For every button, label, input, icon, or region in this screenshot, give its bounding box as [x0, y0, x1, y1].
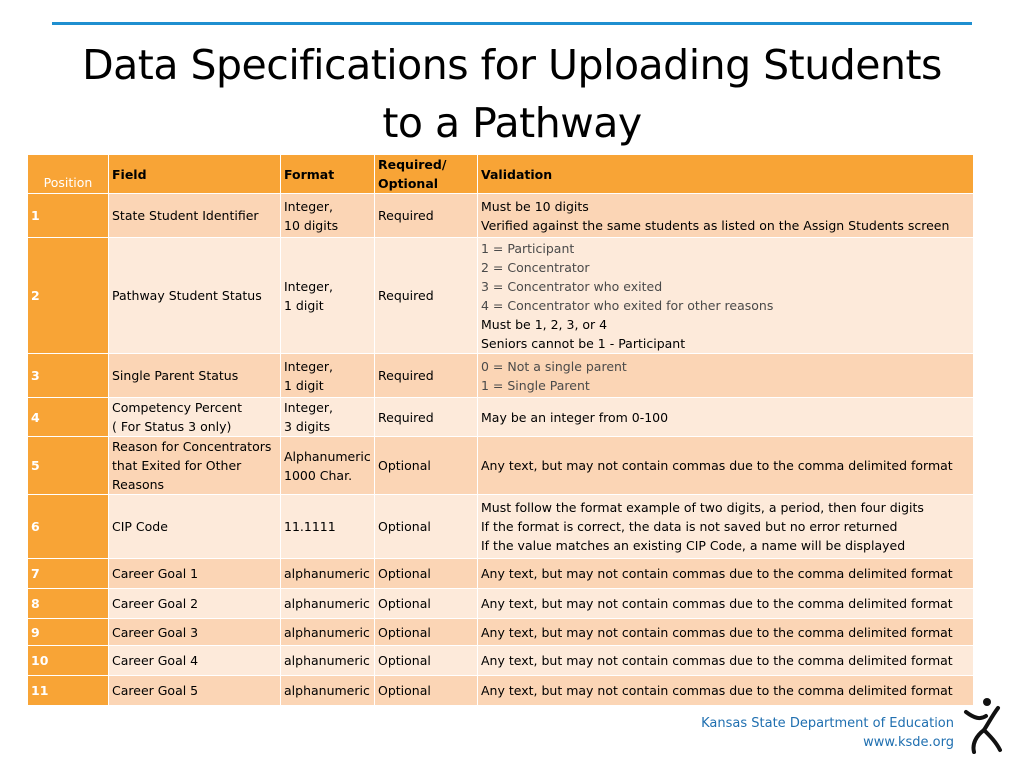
- cell-field: [109, 238, 281, 354]
- header-position: Position: [28, 155, 109, 194]
- cell-line: Must be 10 digits: [481, 198, 589, 214]
- cell-field: [109, 619, 281, 646]
- cell-line: Integer,: [284, 358, 333, 374]
- slide-title: [40, 36, 984, 152]
- cell-required: Optional: [375, 559, 478, 589]
- cell-format: [281, 398, 375, 437]
- cell-validation: [478, 437, 974, 495]
- table-row: [28, 354, 974, 398]
- cell-required: Optional: [375, 646, 478, 676]
- cell-line: Career Goal 2: [112, 596, 199, 611]
- cell-line: 3 digits: [284, 419, 331, 434]
- cell-validation: [478, 619, 974, 646]
- footer-org: Kansas State Department of Education: [701, 716, 954, 731]
- cell-line: Integer,: [284, 198, 333, 214]
- cell-line: Single Parent Status: [112, 368, 239, 383]
- cell-validation: [478, 238, 974, 354]
- header-field: Field: [109, 155, 281, 194]
- cell-required: Required: [375, 354, 478, 398]
- cell-required: Optional: [375, 437, 478, 495]
- header-validation: Validation: [478, 155, 974, 194]
- cell-field: [109, 676, 281, 706]
- cell-position: 3: [28, 354, 109, 398]
- cell-line: Any text, but may not contain commas due to the comma delimited format: [481, 596, 953, 611]
- cell-line: Verified against the same students as listed on the Assign Students screen: [481, 217, 950, 233]
- cell-format: [281, 646, 375, 676]
- table-row: [28, 676, 974, 706]
- cell-format: [281, 589, 375, 619]
- table-row: [28, 238, 974, 354]
- cell-field: [109, 589, 281, 619]
- cell-line: 10 digits: [284, 217, 339, 233]
- cell-line: If the value matches an existing CIP Code, a name will be displayed: [481, 538, 906, 553]
- cell-line: If the format is correct, the data is not saved but no error returned: [481, 519, 898, 534]
- cell-line: alphanumeric: [284, 566, 370, 581]
- cell-position: 6: [28, 495, 109, 559]
- cell-line: Career Goal 3: [112, 624, 199, 640]
- cell-line: Integer,: [284, 400, 333, 415]
- cell-line: 1 digit: [284, 377, 324, 393]
- cell-required: Required: [375, 398, 478, 437]
- header-required-optional: [375, 155, 478, 194]
- cell-validation: [478, 559, 974, 589]
- cell-validation: [478, 398, 974, 437]
- cell-format: [281, 676, 375, 706]
- cell-line: 2 = Concentrator: [481, 259, 590, 275]
- cell-line: Career Goal 4: [112, 653, 199, 668]
- cell-line: alphanumeric: [284, 596, 370, 611]
- cell-position: 10: [28, 646, 109, 676]
- cell-line: Any text, but may not contain commas due to the comma delimited format: [481, 624, 953, 640]
- cell-position: 4: [28, 398, 109, 437]
- title-top-rule: [52, 22, 972, 25]
- cell-field: [109, 646, 281, 676]
- cell-format: [281, 559, 375, 589]
- table-row: [28, 398, 974, 437]
- cell-line: Must follow the format example of two digits, a period, then four digits: [481, 500, 924, 515]
- cell-line: 1 = Participant: [481, 240, 575, 256]
- cell-format: [281, 354, 375, 398]
- cell-line: 1000 Char.: [284, 467, 353, 483]
- cell-field: [109, 398, 281, 437]
- cell-line: Career Goal 1: [112, 566, 199, 581]
- cell-field: [109, 559, 281, 589]
- cell-required: Optional: [375, 589, 478, 619]
- footer-url[interactable]: www.ksde.org: [863, 735, 954, 750]
- cell-line: that Exited for Other: [112, 458, 242, 473]
- cell-field: [109, 354, 281, 398]
- cell-validation: [478, 194, 974, 238]
- cell-format: [281, 495, 375, 559]
- cell-validation: [478, 676, 974, 706]
- cell-position: 8: [28, 589, 109, 619]
- cell-line: Alphanumeric: [284, 448, 371, 464]
- cell-required: Optional: [375, 619, 478, 646]
- cell-line: Pathway Student Status: [112, 288, 262, 303]
- cell-line: 4 = Concentrator who exited for other reasons: [481, 297, 774, 313]
- header-required-line-2: Optional: [378, 176, 439, 191]
- cell-line: May be an integer from 0-100: [481, 409, 669, 425]
- table-row: [28, 437, 974, 495]
- slide-title-line-2: to a Pathway: [382, 99, 642, 147]
- table-row: [28, 495, 974, 559]
- cell-position: 7: [28, 559, 109, 589]
- cell-line: Must be 1, 2, 3, or 4: [481, 316, 608, 332]
- cell-format: [281, 437, 375, 495]
- cell-line: 1 = Single Parent: [481, 377, 590, 393]
- slide-title-line-1: Data Specifications for Uploading Students: [82, 41, 942, 89]
- cell-line: 1 digit: [284, 297, 324, 313]
- cell-line: 0 = Not a single parent: [481, 358, 627, 374]
- cell-validation: [478, 646, 974, 676]
- table-body: [28, 194, 974, 706]
- cell-line: Any text, but may not contain commas due to the comma delimited format: [481, 683, 953, 698]
- cell-position: 2: [28, 238, 109, 354]
- header-format: Format: [281, 155, 375, 194]
- cell-field: [109, 437, 281, 495]
- cell-position: 5: [28, 437, 109, 495]
- cell-validation: [478, 495, 974, 559]
- table-row: [28, 559, 974, 589]
- cell-line: alphanumeric: [284, 624, 370, 640]
- cell-line: Any text, but may not contain commas due to the comma delimited format: [481, 566, 953, 581]
- cell-line: Competency Percent: [112, 400, 242, 415]
- cell-line: Any text, but may not contain commas due to the comma delimited format: [481, 458, 953, 473]
- table-row: [28, 646, 974, 676]
- cell-line: 3 = Concentrator who exited: [481, 278, 663, 294]
- cell-line: alphanumeric: [284, 653, 370, 668]
- cell-line: 11.1111: [284, 519, 336, 534]
- spec-table: [27, 154, 974, 706]
- cell-line: ( For Status 3 only): [112, 419, 232, 434]
- cell-line: Integer,: [284, 278, 333, 294]
- cell-required: Required: [375, 238, 478, 354]
- cell-field: [109, 194, 281, 238]
- cell-line: Reason for Concentrators: [112, 439, 272, 454]
- cell-line: Seniors cannot be 1 - Participant: [481, 335, 686, 351]
- cell-required: Required: [375, 194, 478, 238]
- cell-format: [281, 194, 375, 238]
- table-row: [28, 619, 974, 646]
- table-row: [28, 194, 974, 238]
- cell-position: 1: [28, 194, 109, 238]
- cell-validation: [478, 354, 974, 398]
- cell-line: alphanumeric: [284, 683, 370, 698]
- cell-validation: [478, 589, 974, 619]
- cell-format: [281, 238, 375, 354]
- header-required-line-1: Required/: [378, 157, 447, 172]
- cell-format: [281, 619, 375, 646]
- table-row: [28, 589, 974, 619]
- table-header-row: [28, 155, 974, 194]
- cell-required: Optional: [375, 495, 478, 559]
- cell-line: CIP Code: [112, 519, 168, 534]
- footer: [701, 714, 954, 752]
- cell-field: [109, 495, 281, 559]
- cell-line: Reasons: [112, 477, 165, 492]
- ksde-figure-icon: [960, 694, 1004, 754]
- cell-required: Optional: [375, 676, 478, 706]
- cell-position: 9: [28, 619, 109, 646]
- cell-line: Career Goal 5: [112, 683, 199, 698]
- cell-line: Any text, but may not contain commas due to the comma delimited format: [481, 653, 953, 668]
- cell-line: State Student Identifier: [112, 208, 259, 223]
- cell-position: 11: [28, 676, 109, 706]
